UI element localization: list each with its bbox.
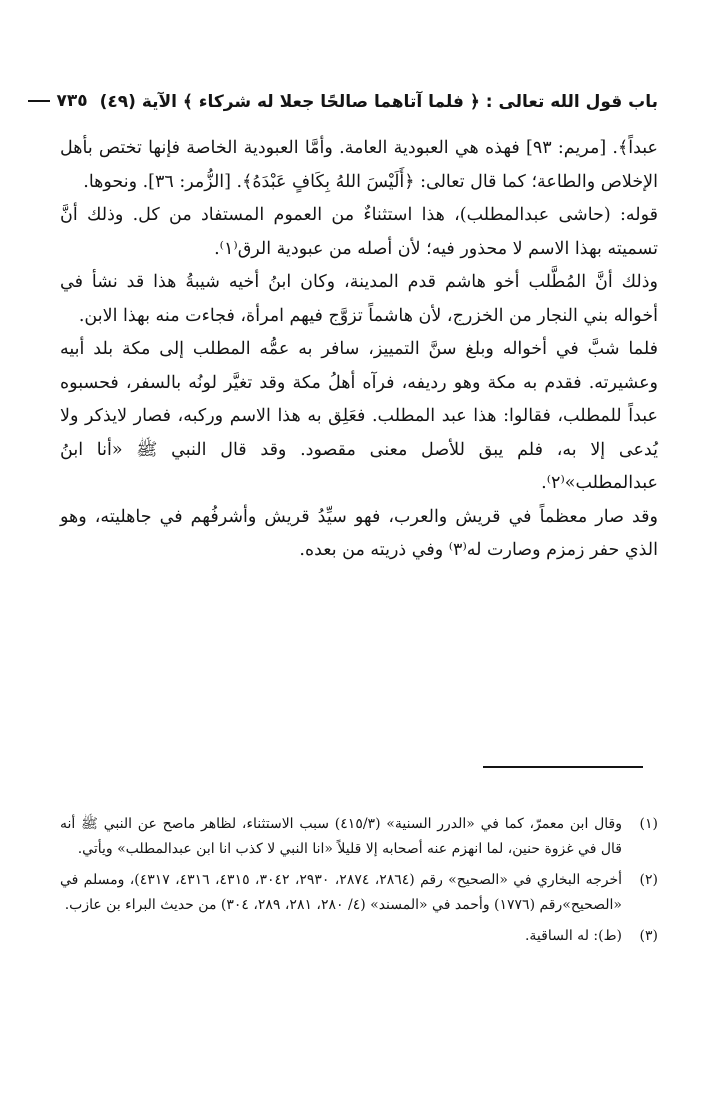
paragraph: قوله: (حاشى عبدالمطلب)، هذا استثناءٌ من العموم المستفاد من كل. وذلك أنَّ تسميته بهذا الاسم لا محذور فيه؛ لأن أصله من عبودية الرق⁽١⁾. [60, 205, 658, 259]
footnote-text: وقال ابن معمرّ، كما في «الدرر السنية» (٤١٥/٣) سبب الاستثناء، لظاهر ماصح عن النبي ﷺ أنه قال في غزوة حنين، لما انهزم عنه أصحابه إلا قليلاً «انا النبي لا كذب انا ابن عبدالمطلب» ويأتي. [60, 816, 622, 857]
footnote-separator [483, 766, 643, 768]
paragraph: وقد صار معظماً في قريش والعرب، فهو سيِّدُ قريش وأشرفُهم في جاهليته، وهو الذي حفر زمزم وصارت له⁽٣⁾ وفي ذريته من بعده. [60, 506, 658, 560]
chapter-title: باب قول الله تعالى : ﴿ فلما آتاهما صالحًا جعلا له شركاء ﴾ الآية (٤٩) [99, 91, 658, 112]
footnote [60, 868, 658, 918]
paragraph: عبداً﴾. [مريم: ٩٣] فهذه هي العبودية العامة. وأمَّا العبودية الخاصة فإنها تختص بأهل الإخلاص والطاعة؛ كما قال تعالى: ﴿أَلَيْسَ اللهُ بِكَافٍ عَبْدَهُ﴾. [الزُّمر: ٣٦]. ونحوها. [60, 138, 658, 192]
paragraph: فلما شبَّ في أخواله وبلغ سنَّ التمييز، سافر به عمُّه المطلب إلى مكة بلد أبيه وعشيرته. فقدم به مكة وهو رديفه، فرآه أهلُ مكة وقد تغيَّر لونُه بالسفر، فحسبوه عبداً للمطلب، فقالوا: هذا عبد المطلب. فعَلِق به هذا الاسم وركبه، فصار لايذكر ولا يُدعى إلا به، فلم يبق للأصل معنى مقصود. وقد قال النبي ﷺ «أنا ابنُ عبدالمطلب»⁽٢⁾. [60, 339, 658, 493]
footnotes [60, 812, 658, 955]
header-dash [28, 100, 50, 102]
footnote [60, 924, 658, 949]
main-text [60, 132, 658, 568]
footnote-number: (٣) [639, 928, 658, 944]
paragraph: وذلك أنَّ المُطَّلب أخو هاشم قدم المدينة، وكان ابنُ أخيه شيبةُ هذا قد نشأ في أخواله بني النجار من الخزرج، لأن هاشماً تزوَّج فيهم امرأة، فجاءت منه بهذا الابن. [60, 272, 658, 326]
footnote-number: (١) [639, 816, 658, 832]
footnote-text: (ط): له الساقية. [524, 928, 622, 944]
footnote-text: أخرجه البخاري في «الصحيح» رقم (٢٨٦٤، ٢٨٧٤، ٢٩٣٠، ٣٠٤٢، ٤٣١٥، ٤٣١٦، ٤٣١٧)، ومسلم في «الصحيح»رقم (١٧٧٦) وأحمد في «المسند» (٤/ ٢٨٠، ٢٨١، ٢٨٩، ٣٠٤) من حديث البراء بن عازب. [60, 872, 623, 913]
footnote [60, 812, 658, 862]
footnote-number: (٢) [639, 872, 658, 888]
running-header [56, 86, 658, 116]
page-number: ٧٣٥ [56, 91, 88, 111]
